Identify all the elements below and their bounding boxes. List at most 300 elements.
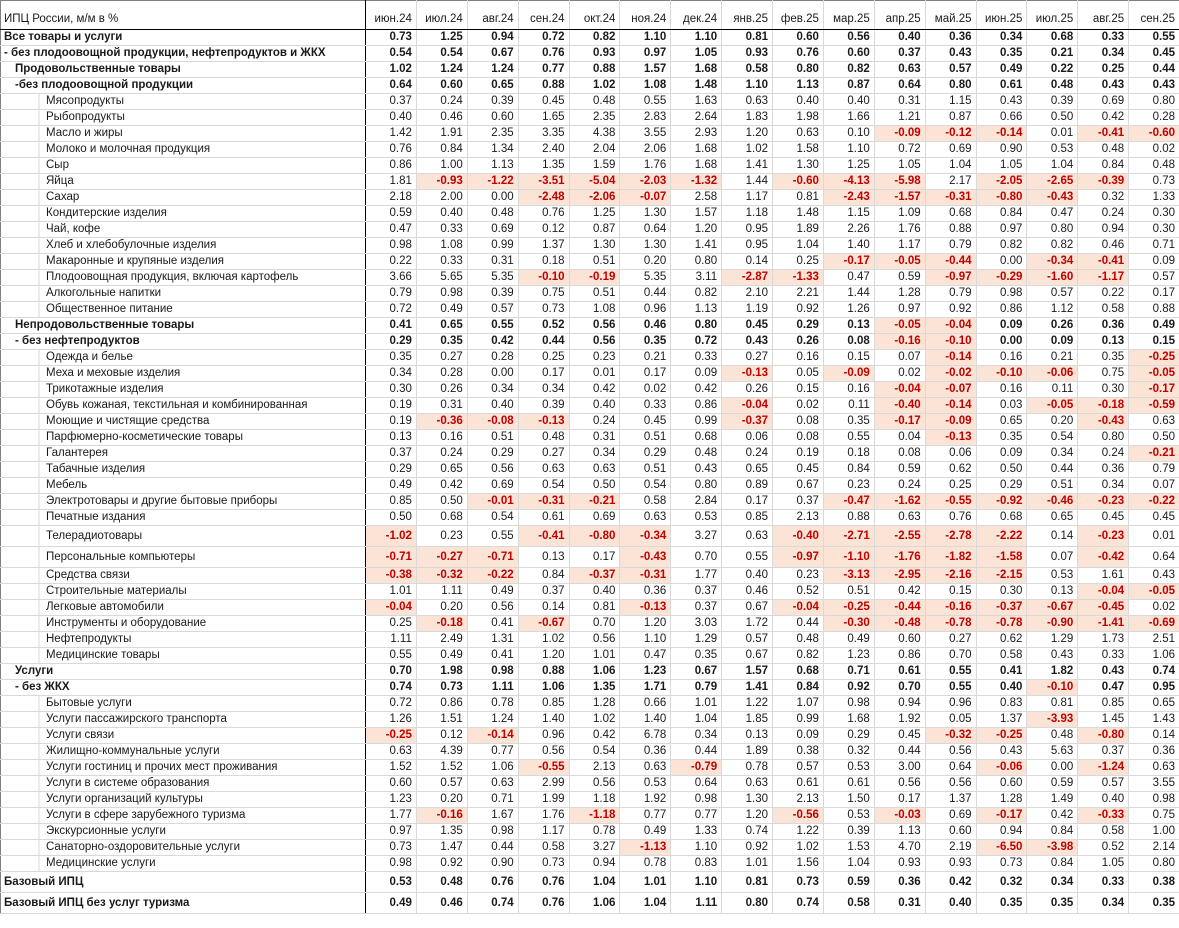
value-cell: 0.23 [569, 350, 620, 366]
value-cell: 0.79 [671, 680, 722, 696]
value-cell: -1.10 [823, 547, 874, 568]
value-cell: 0.27 [416, 350, 467, 366]
value-cell: 0.35 [1078, 350, 1129, 366]
value-cell: 0.22 [1078, 286, 1129, 302]
value-cell: 0.56 [569, 776, 620, 792]
value-cell: 0.65 [416, 462, 467, 478]
value-cell: 0.20 [416, 792, 467, 808]
value-cell: 0.76 [773, 46, 824, 62]
value-cell: -1.33 [773, 270, 824, 286]
value-cell: 0.69 [1078, 94, 1129, 110]
value-cell: 0.38 [1129, 872, 1179, 893]
value-cell: 1.13 [874, 824, 925, 840]
value-cell: 0.48 [671, 446, 722, 462]
value-cell: 0.65 [1027, 510, 1078, 526]
row-label: Чай, кофе [1, 222, 366, 238]
column-header-month: июл.25 [1027, 1, 1078, 30]
value-cell: 0.74 [1129, 664, 1179, 680]
value-cell: -0.13 [925, 430, 976, 446]
value-cell: -0.04 [773, 600, 824, 616]
value-cell: 0.79 [925, 238, 976, 254]
value-cell: 0.64 [1129, 547, 1179, 568]
value-cell: 0.28 [1129, 110, 1179, 126]
value-cell: 5.35 [620, 270, 671, 286]
value-cell: 0.05 [925, 712, 976, 728]
value-cell: -0.44 [925, 254, 976, 270]
value-cell: 0.48 [773, 632, 824, 648]
value-cell: 1.30 [773, 158, 824, 174]
value-cell: 0.37 [1078, 744, 1129, 760]
value-cell: 0.34 [1027, 446, 1078, 462]
value-cell: 0.56 [569, 318, 620, 334]
value-cell: 0.25 [518, 350, 569, 366]
column-header-month: ноя.24 [620, 1, 671, 30]
value-cell: 1.05 [874, 158, 925, 174]
table-row [1, 126, 1179, 142]
value-cell: 1.45 [1078, 712, 1129, 728]
value-cell: 0.63 [1129, 760, 1179, 776]
value-cell: 0.70 [569, 616, 620, 632]
value-cell: 0.03 [976, 398, 1027, 414]
value-cell: -2.43 [823, 190, 874, 206]
value-cell: 0.57 [1129, 270, 1179, 286]
value-cell: -0.05 [874, 254, 925, 270]
value-cell: 1.10 [620, 632, 671, 648]
value-cell: 0.34 [671, 728, 722, 744]
value-cell: 1.01 [569, 648, 620, 664]
value-cell: -0.16 [874, 334, 925, 350]
value-cell: 2.10 [722, 286, 773, 302]
value-cell: 0.54 [569, 744, 620, 760]
value-cell: 1.11 [671, 893, 722, 914]
value-cell: 1.19 [722, 302, 773, 318]
value-cell: 0.46 [416, 110, 467, 126]
value-cell: 1.10 [722, 78, 773, 94]
value-cell: 2.19 [925, 840, 976, 856]
value-cell: 3.55 [620, 126, 671, 142]
value-cell: 6.78 [620, 728, 671, 744]
value-cell: 0.43 [1129, 78, 1179, 94]
value-cell: 1.63 [671, 94, 722, 110]
value-cell: 5.63 [1027, 744, 1078, 760]
value-cell: -0.43 [1027, 190, 1078, 206]
value-cell: 0.63 [518, 462, 569, 478]
value-cell: 1.37 [925, 792, 976, 808]
value-cell: 0.99 [671, 414, 722, 430]
value-cell: 0.57 [722, 632, 773, 648]
value-cell: 0.13 [1027, 584, 1078, 600]
value-cell: 0.51 [1027, 478, 1078, 494]
value-cell: 0.69 [925, 142, 976, 158]
value-cell: 1.22 [722, 696, 773, 712]
row-label: Услуги гостиниц и прочих мест проживания [1, 760, 366, 776]
value-cell: 0.63 [366, 744, 417, 760]
value-cell: 0.35 [620, 334, 671, 350]
value-cell: -0.40 [874, 398, 925, 414]
value-cell: -0.31 [518, 494, 569, 510]
value-cell: 0.94 [874, 696, 925, 712]
value-cell: 1.76 [518, 808, 569, 824]
value-cell: -0.06 [1027, 366, 1078, 382]
value-cell: 0.44 [874, 744, 925, 760]
value-cell: -0.80 [976, 190, 1027, 206]
value-cell: 0.56 [569, 334, 620, 350]
value-cell: 0.35 [416, 334, 467, 350]
value-cell: 0.84 [416, 142, 467, 158]
value-cell: 0.58 [1078, 302, 1129, 318]
value-cell: -0.78 [976, 616, 1027, 632]
value-cell: -0.37 [722, 414, 773, 430]
value-cell: 1.04 [773, 238, 824, 254]
value-cell: 1.89 [722, 744, 773, 760]
value-cell: 3.27 [671, 526, 722, 547]
value-cell: 1.06 [518, 680, 569, 696]
value-cell: 2.18 [366, 190, 417, 206]
value-cell: 0.47 [823, 270, 874, 286]
value-cell: 1.85 [722, 712, 773, 728]
value-cell: 0.35 [671, 648, 722, 664]
value-cell: 0.55 [722, 547, 773, 568]
value-cell: 1.59 [569, 158, 620, 174]
value-cell: 0.89 [722, 478, 773, 494]
table-row [1, 478, 1179, 494]
value-cell: 0.57 [1078, 776, 1129, 792]
value-cell: 0.36 [925, 30, 976, 46]
value-cell: 0.75 [1129, 808, 1179, 824]
value-cell: 0.98 [671, 792, 722, 808]
value-cell: 0.60 [874, 632, 925, 648]
value-cell: 0.43 [1027, 648, 1078, 664]
value-cell: 0.36 [620, 744, 671, 760]
row-label: Услуги [1, 664, 366, 680]
value-cell: 1.09 [874, 206, 925, 222]
value-cell: 0.40 [416, 206, 467, 222]
value-cell: 1.57 [620, 62, 671, 78]
value-cell: 0.81 [722, 872, 773, 893]
value-cell: 0.05 [773, 366, 824, 382]
value-cell: -0.33 [1078, 808, 1129, 824]
value-cell: 0.33 [1078, 872, 1129, 893]
value-cell: 0.50 [366, 510, 417, 526]
table-row [1, 366, 1179, 382]
value-cell: 0.32 [976, 872, 1027, 893]
value-cell: 0.85 [518, 696, 569, 712]
value-cell: 0.63 [722, 94, 773, 110]
table-row [1, 350, 1179, 366]
value-cell: 1.65 [518, 110, 569, 126]
value-cell: 0.37 [366, 94, 417, 110]
value-cell: 0.49 [1129, 318, 1179, 334]
value-cell: 0.72 [366, 302, 417, 318]
value-cell: 0.34 [569, 446, 620, 462]
value-cell: 1.11 [366, 632, 417, 648]
value-cell: 0.56 [874, 776, 925, 792]
value-cell: 0.84 [518, 568, 569, 584]
value-cell: 0.23 [773, 568, 824, 584]
value-cell: 2.51 [1129, 632, 1179, 648]
column-header-month: мар.25 [823, 1, 874, 30]
value-cell: 0.10 [823, 126, 874, 142]
value-cell: 0.07 [1027, 547, 1078, 568]
value-cell: 1.10 [671, 872, 722, 893]
row-label: Рыбопродукты [1, 110, 366, 126]
value-cell: 0.48 [1078, 142, 1129, 158]
value-cell: 0.29 [976, 478, 1027, 494]
value-cell: 0.17 [722, 494, 773, 510]
value-cell: 1.37 [976, 712, 1027, 728]
table-row [1, 792, 1179, 808]
value-cell: 1.99 [518, 792, 569, 808]
value-cell: 2.04 [569, 142, 620, 158]
value-cell: 1.10 [620, 30, 671, 46]
value-cell: 0.26 [416, 382, 467, 398]
value-cell: 1.82 [1027, 664, 1078, 680]
value-cell: -0.17 [874, 414, 925, 430]
value-cell: 0.98 [976, 286, 1027, 302]
value-cell: -1.57 [874, 190, 925, 206]
value-cell: 1.50 [823, 792, 874, 808]
value-cell: 0.76 [518, 872, 569, 893]
value-cell: 0.64 [620, 222, 671, 238]
value-cell: 0.53 [823, 760, 874, 776]
value-cell: 0.13 [518, 547, 569, 568]
value-cell: 1.49 [1027, 792, 1078, 808]
row-label: Масло и жиры [1, 126, 366, 142]
table-row [1, 398, 1179, 414]
value-cell: 0.19 [366, 398, 417, 414]
value-cell: 1.24 [467, 712, 518, 728]
value-cell: 0.47 [1027, 206, 1078, 222]
value-cell: 0.98 [823, 696, 874, 712]
value-cell: 0.16 [976, 382, 1027, 398]
value-cell: 0.59 [823, 872, 874, 893]
value-cell: 0.39 [823, 824, 874, 840]
value-cell: -0.10 [518, 270, 569, 286]
value-cell: 1.23 [620, 664, 671, 680]
value-cell: -0.05 [1129, 584, 1179, 600]
value-cell: 0.34 [467, 382, 518, 398]
table-row [1, 334, 1179, 350]
value-cell: 0.00 [976, 334, 1027, 350]
value-cell: 0.09 [773, 728, 824, 744]
value-cell: 0.13 [722, 728, 773, 744]
value-cell: 0.14 [722, 254, 773, 270]
value-cell: 0.83 [671, 856, 722, 872]
value-cell: 0.45 [874, 728, 925, 744]
value-cell: 0.86 [976, 302, 1027, 318]
column-header-month: дек.24 [671, 1, 722, 30]
value-cell: 0.44 [620, 286, 671, 302]
value-cell: 0.31 [874, 893, 925, 914]
value-cell: 1.52 [366, 760, 417, 776]
value-cell: 1.43 [1129, 712, 1179, 728]
value-cell: 0.42 [671, 382, 722, 398]
value-cell: 0.17 [620, 366, 671, 382]
value-cell: 0.80 [671, 318, 722, 334]
value-cell: -0.14 [925, 350, 976, 366]
value-cell: 0.17 [1129, 286, 1179, 302]
value-cell: 0.25 [925, 478, 976, 494]
value-cell: 0.97 [976, 222, 1027, 238]
value-cell: 0.53 [620, 776, 671, 792]
value-cell: -0.09 [823, 366, 874, 382]
value-cell: 0.77 [467, 744, 518, 760]
row-label: Сахар [1, 190, 366, 206]
value-cell: 0.00 [467, 190, 518, 206]
value-cell: 1.33 [671, 824, 722, 840]
value-cell: -0.41 [518, 526, 569, 547]
value-cell: 0.68 [671, 430, 722, 446]
value-cell: 0.85 [366, 494, 417, 510]
value-cell: 0.63 [1129, 414, 1179, 430]
value-cell: -0.05 [1027, 398, 1078, 414]
value-cell: -0.10 [976, 366, 1027, 382]
value-cell: 1.68 [671, 158, 722, 174]
value-cell: 0.14 [1129, 728, 1179, 744]
value-cell: 0.39 [518, 398, 569, 414]
value-cell: 0.02 [773, 398, 824, 414]
value-cell: 0.37 [366, 446, 417, 462]
value-cell: 0.02 [1129, 600, 1179, 616]
value-cell: -0.36 [416, 414, 467, 430]
value-cell: 0.84 [976, 206, 1027, 222]
value-cell: 0.68 [416, 510, 467, 526]
value-cell: 0.82 [671, 286, 722, 302]
table-row [1, 760, 1179, 776]
value-cell: 1.02 [569, 712, 620, 728]
row-label: Услуги пассажирского транспорта [1, 712, 366, 728]
value-cell: 0.55 [467, 318, 518, 334]
value-cell: 0.50 [976, 462, 1027, 478]
value-cell: 0.79 [366, 286, 417, 302]
value-cell: 0.08 [823, 334, 874, 350]
value-cell: -0.13 [722, 366, 773, 382]
value-cell: 0.84 [1078, 158, 1129, 174]
table-row [1, 110, 1179, 126]
value-cell: 0.44 [518, 334, 569, 350]
value-cell: 3.66 [366, 270, 417, 286]
value-cell: -0.17 [976, 808, 1027, 824]
value-cell: 0.52 [518, 318, 569, 334]
value-cell: 0.46 [620, 318, 671, 334]
value-cell: 0.45 [722, 318, 773, 334]
value-cell: 0.67 [773, 478, 824, 494]
value-cell: 0.60 [773, 30, 824, 46]
value-cell: 0.60 [976, 776, 1027, 792]
value-cell: 1.23 [366, 792, 417, 808]
value-cell: -2.22 [976, 526, 1027, 547]
table-row [1, 94, 1179, 110]
value-cell: 0.08 [773, 414, 824, 430]
value-cell: 0.96 [620, 302, 671, 318]
value-cell: 0.69 [925, 808, 976, 824]
table-row [1, 142, 1179, 158]
value-cell: 1.20 [722, 808, 773, 824]
value-cell: 0.54 [1027, 430, 1078, 446]
table-row [1, 568, 1179, 584]
value-cell: 0.53 [366, 872, 417, 893]
value-cell: 0.32 [823, 744, 874, 760]
table-row [1, 840, 1179, 856]
value-cell: -0.08 [467, 414, 518, 430]
value-cell: 0.39 [467, 94, 518, 110]
value-cell: 0.39 [467, 286, 518, 302]
table-row [1, 414, 1179, 430]
value-cell: -0.25 [1129, 350, 1179, 366]
value-cell: -1.41 [1078, 616, 1129, 632]
value-cell: 0.35 [976, 430, 1027, 446]
value-cell: 2.13 [773, 510, 824, 526]
value-cell: 1.17 [722, 190, 773, 206]
value-cell: 1.34 [467, 142, 518, 158]
value-cell: 0.40 [874, 30, 925, 46]
value-cell: 0.93 [722, 46, 773, 62]
value-cell: 0.24 [569, 414, 620, 430]
value-cell: 0.61 [874, 664, 925, 680]
value-cell: 0.30 [1129, 222, 1179, 238]
value-cell: 0.44 [773, 616, 824, 632]
value-cell: 0.81 [1027, 696, 1078, 712]
row-label: Мебель [1, 478, 366, 494]
value-cell: 0.63 [722, 526, 773, 547]
value-cell: 1.77 [366, 808, 417, 824]
value-cell: 1.20 [518, 648, 569, 664]
value-cell: 0.24 [874, 478, 925, 494]
value-cell: -1.24 [1078, 760, 1129, 776]
value-cell: 0.14 [518, 600, 569, 616]
value-cell: 0.49 [366, 893, 417, 914]
value-cell: 0.06 [925, 446, 976, 462]
value-cell: 0.40 [925, 893, 976, 914]
value-cell: -0.14 [467, 728, 518, 744]
value-cell: 0.71 [467, 792, 518, 808]
value-cell: 1.02 [773, 840, 824, 856]
value-cell: 1.06 [569, 893, 620, 914]
value-cell: 1.68 [671, 142, 722, 158]
column-header-month: июл.24 [416, 1, 467, 30]
row-label: Услуги в сфере зарубежного туризма [1, 808, 366, 824]
value-cell: 0.76 [518, 893, 569, 914]
value-cell: 0.61 [823, 776, 874, 792]
value-cell: 0.67 [671, 664, 722, 680]
value-cell: 0.12 [416, 728, 467, 744]
row-label: Парфюмерно-косметические товары [1, 430, 366, 446]
value-cell: 0.80 [1129, 94, 1179, 110]
value-cell: 4.39 [416, 744, 467, 760]
value-cell: 1.68 [671, 62, 722, 78]
value-cell: 1.56 [773, 856, 824, 872]
value-cell: 0.53 [1027, 568, 1078, 584]
column-header-month: апр.25 [874, 1, 925, 30]
value-cell: 0.48 [416, 872, 467, 893]
value-cell: 0.50 [1129, 430, 1179, 446]
value-cell: 0.54 [518, 478, 569, 494]
value-cell: 0.43 [1078, 664, 1129, 680]
value-cell: -0.43 [1078, 414, 1129, 430]
value-cell: 0.43 [1078, 78, 1129, 94]
value-cell: -5.98 [874, 174, 925, 190]
value-cell: 0.56 [518, 744, 569, 760]
value-cell: 0.80 [1129, 856, 1179, 872]
value-cell: 0.62 [925, 462, 976, 478]
row-label: Персональные компьютеры [1, 547, 366, 568]
row-label: Санаторно-оздоровительные услуги [1, 840, 366, 856]
value-cell: 0.69 [569, 510, 620, 526]
value-cell: 1.47 [416, 840, 467, 856]
value-cell: -0.38 [366, 568, 417, 584]
value-cell: 0.26 [1027, 318, 1078, 334]
value-cell: -0.03 [874, 808, 925, 824]
